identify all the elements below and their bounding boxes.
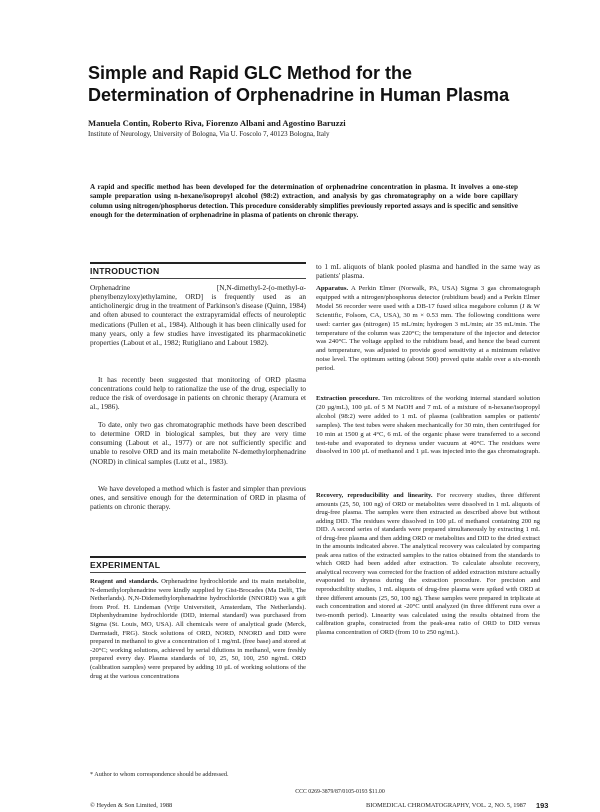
journal-footer: BIOMEDICAL CHROMATOGRAPHY, VOL. 2, NO. 5, 1987	[366, 802, 527, 809]
extraction-label: Extraction procedure.	[316, 395, 380, 402]
intro-paragraph-3: To date, only two gas chromatographic methods have been described to determine ORD in biological samples, but they are very time consuming (Labout et al., 1977) or are not sufficiently specific and unable to resolve ORD and its main metabolite N-demethylorphenadrine (NORD) in clinical samples (Lutz et al., 1983).	[90, 420, 306, 466]
experimental-bottom-rule	[90, 572, 306, 573]
extraction-text: Ten microlitres of the working internal standard solution (20 µg/mL), 100 µL of 5 M NaOH and 7 mL of a mixture of n-hexane/isopropyl alcohol (98:2) were added to 1 mL of plasma (calibration samples or patients' samples). The test tubes were shaken mechanically for 30 min, then centrifuged for 10 min at 1500 g at 4°C, 6 mL of the organic phase were transferred to a second test-tube and evaporated to dryness under vacuum at 40°C. The residues were dissolved in 100 µL of methanol and 1 µL was injected into the gas chromatograph.	[316, 395, 541, 456]
abstract: A rapid and specific method has been developed for the determination of orphenadrine concentration in plasma. It involves a one-step sample preparation using n-hexane/isopropyl alcohol (98:2) extraction, and analysis by gas chromatography on a wide bore capillary column using nitrogen/phosphorus detection. This procedure considerably simplifies previously reported assays and is specific and sensitive enough for the determination of orphenadrine in plasma of patients on chronic therapy.	[90, 183, 518, 220]
author-list: Manuela Contin, Roberto Riva, Fiorenzo Albani and Agostino Baruzzi	[88, 118, 346, 128]
page-number: 193	[536, 801, 549, 810]
recovery-paragraph	[316, 492, 540, 637]
intro-top-rule	[90, 262, 306, 264]
apparatus-text: A Perkin Elmer (Norwalk, PA, USA) Sigma 3 gas chromatograph equipped with a nitrogen/phosphorus detector (rubidium bead) and a Perkin Elmer Model 56 recorder were used with a DB-17 fused silica megabore column (J & W Scientific, Folsom, CA, USA), 30 m × 0.53 mm. The following conditions were used: carrier gas (nitrogen) 15 mL/min; hydrogen 3 mL/min; air 35 mL/min. The temperature of the column was 220°C; the temperature of the injector and detector was 240°C. The voltage applied to the rubidium bead, and hence the bead current and temperature, was adjusted to provide good sensitivity at a minimum relative noise level. The optimum setting (about 500) proved quite stable over a six-month period.	[316, 285, 540, 373]
footnote: * Author to whom correspondence should be addressed.	[90, 771, 229, 778]
apparatus-label: Apparatus.	[316, 285, 349, 292]
publisher-footer: © Heyden & Son Limited, 1988	[90, 802, 173, 809]
paper-title: Simple and Rapid GLC Method for the Determination of Orphenadrine in Human Plasma	[88, 63, 510, 105]
intro-paragraph-1: Orphenadrine [N,N-dimethyl-2-(o-methyl-α-phenylbenzyloxy)ethylamine, ORD] is frequently used as an anticholinergic drug in the treatment of Parkinson's disease (Quinn, 1984) and often abused to counteract the extrapyramidal effects of neuroleptic medications (Pullen et al., 1984). Although it has been clinically used for many years, only a few studies have investigated its pharmacokinetic properties (Labout et al., 1982; Rutigliano and Labout 1982).	[90, 283, 306, 347]
experimental-heading: EXPERIMENTAL	[90, 560, 161, 570]
extraction-paragraph	[316, 395, 540, 457]
copyright-code: CCC 0269-3879/87/0105-0193 $11.00	[295, 789, 385, 795]
intro-bottom-rule	[90, 278, 306, 279]
apparatus-paragraph	[316, 285, 540, 374]
affiliation: Institute of Neurology, University of Bologna, Via U. Foscolo 7, 40123 Bologna, Italy	[88, 130, 330, 138]
reagents-paragraph	[90, 578, 306, 681]
intro-paragraph-2: It has recently been suggested that monitoring of ORD plasma concentrations could help to rationalize the use of the drug, especially to reduce the risk of overdosage in patients on chronic therapy (Aramura et al., 1986).	[90, 375, 306, 412]
reagents-label: Reagent and standards.	[90, 578, 159, 585]
experimental-top-rule	[90, 556, 306, 558]
recovery-label: Recovery, reproducibility and linearity.	[316, 492, 433, 499]
continuation-paragraph: to 1 mL aliquots of blank pooled plasma and handled in the same way as patients' plasma.	[316, 262, 540, 281]
introduction-heading: INTRODUCTION	[90, 266, 160, 276]
reagents-text: Orphenadrine hydrochloride and its main metabolite, N-demethylorphenadrine were kindly supplied by Gist-Brocades (Ma Delft, The Netherlands). N,N-Didemethylorphenadrine hydrochloride (NNORD) was a gift from Prof. H. Lindeman (Vrije Universiteit, Amsterdam, The Netherlands). Diphenhydramine hydrochloride (DID, internal standard) was purchased from Sigma (St. Louis, MO, USA). All chemicals were of analytical grade (Merck, Darmstadt, FRG). Stock solutions of ORD, NORD, NNORD and DID were prepared in methanol to give a concentration of 1 mg/mL (free base) and stored at -20°C; working solutions, achieved by serial dilutions in methanol, were freshly prepared every day. Plasma standards of 10, 25, 50, 100, 250 ng/mL ORD (calibration samples) were prepared by adding 10 µL of working solutions of the drug at the various concentrations	[90, 578, 306, 680]
recovery-text: For recovery studies, three different amounts (25, 50, 100 ng) of ORD or metabolites were dissolved in 1 mL aliquots of drug-free plasma. The samples were then extracted as described above but without adding DID. The residues were dissolved in 100 µL of methanol containing 200 ng DID. A second series of standards were prepared simultaneously by extracting 1 mL of drug-free plasma and then adding ORD or metabolites and DID to the dried extract in the amounts indicated above. The analytical recovery was calculated by comparing peak area ratios of the extracted samples to the ratios obtained from the standards to which ORD had been added after extraction. To calculate absolute recovery, analytical recovery was corrected for the fraction of added extraction mixture actually evaporated to dryness during the extraction procedure. For precision and reproducibility studies, 1 mL aliquots of drug-free plasma were spiked with ORD at three different amounts (25, 50, 100 ng). These samples were prepared in triplicate at each concentration and stored at -20°C until analyzed (in three different runs over a two-month period). Linearity was calculated using the results obtained from the calibration graphs, constructed from the peak-area ratio of ORD to DID versus plasma concentration of ORD (from 10 to 250 ng/mL).	[316, 492, 540, 636]
intro-paragraph-4: We have developed a method which is faster and simpler than previous ones, and sensitive enough for the determination of ORD in plasma of patients on chronic therapy.	[90, 484, 306, 512]
